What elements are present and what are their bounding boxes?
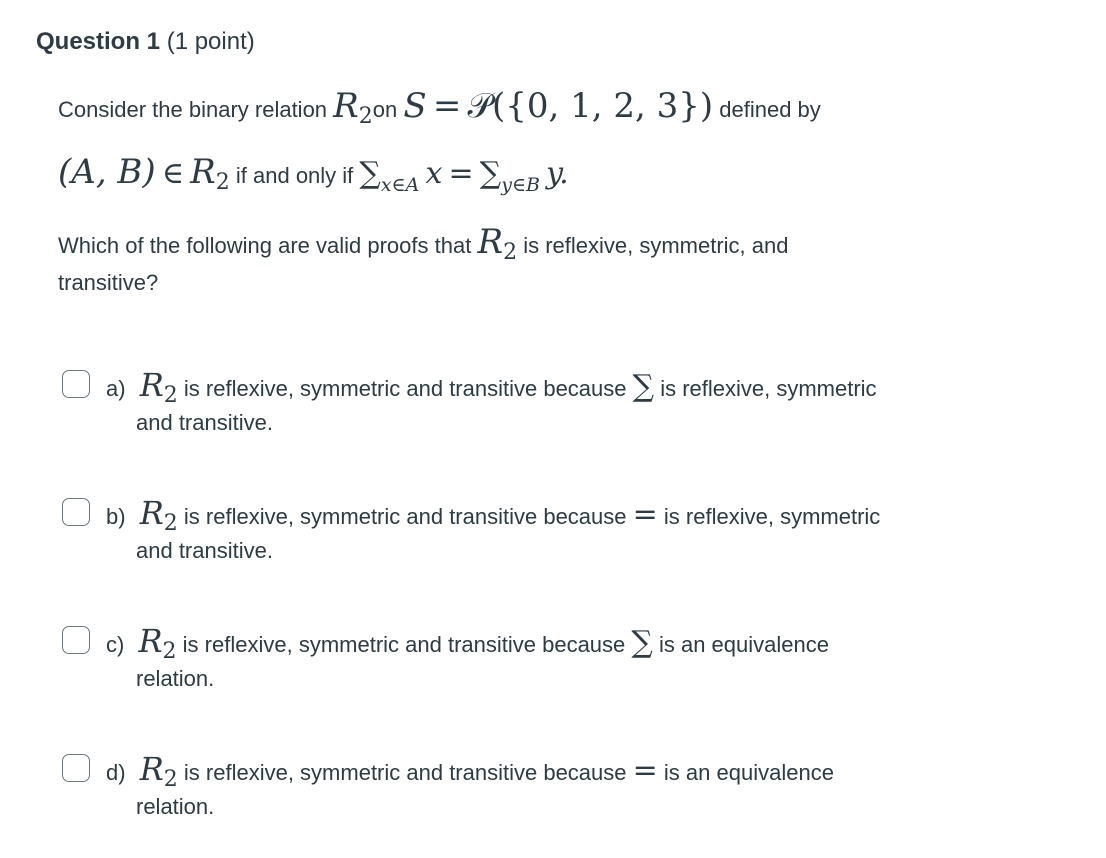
option-line-1 (106, 366, 877, 408)
sigma-icon: ∑ (479, 156, 502, 191)
math-element-of: ∈ (161, 156, 185, 191)
question-stem-line-1 (58, 86, 821, 129)
option-line-2: relation. (136, 794, 215, 819)
math-sum-subscript: y∈B (501, 174, 540, 196)
math-r: R (190, 152, 216, 192)
question-stem-line-4 (58, 270, 158, 296)
option-line-2: relation. (136, 666, 215, 691)
math-s: S (403, 86, 427, 126)
option-text: is reflexive, symmetric (660, 376, 877, 401)
option-text: is reflexive, symmetric (663, 504, 881, 529)
answer-checkbox-a[interactable] (62, 370, 90, 398)
math-equals: = (432, 86, 462, 126)
math-r: R (139, 494, 164, 532)
stem-text: Consider the binary relation (58, 97, 328, 122)
option-letter: a) (106, 376, 126, 401)
math-subscript: 2 (358, 104, 373, 129)
math-r: R (477, 222, 504, 262)
math-equals: = (448, 156, 474, 191)
option-line-2: and transitive. (136, 538, 273, 563)
math-subscript: 2 (215, 170, 230, 195)
option-letter: d) (106, 760, 126, 785)
question-stem-line-2 (58, 152, 569, 196)
stem-text: defined by (719, 97, 821, 122)
math-r: R (333, 86, 359, 126)
option-line-1 (106, 750, 834, 792)
option-text: is reflexive, symmetric and transitive because (183, 760, 627, 785)
math-r: R (139, 366, 164, 404)
sigma-icon: ∑ (632, 369, 655, 404)
math-pair: (A, B) (58, 152, 156, 192)
math-r: R (138, 622, 163, 660)
answer-checkbox-b[interactable] (62, 498, 90, 526)
stem-text: is reflexive, symmetric, and (523, 233, 789, 258)
option-letter: c) (106, 632, 125, 657)
math-sum-subscript: x∈A (380, 174, 420, 196)
math-subscript: 2 (163, 383, 178, 408)
option-line-1 (106, 494, 881, 536)
stem-text: if and only if (235, 163, 354, 188)
answer-checkbox-c[interactable] (62, 626, 90, 654)
equals-icon: = (632, 753, 658, 788)
stem-text: on (372, 97, 398, 122)
sigma-icon: ∑ (631, 625, 653, 660)
option-letter: b) (106, 504, 126, 529)
option-line-2: and transitive. (136, 410, 273, 435)
math-powerset: 𝒫({0, 1, 2, 3}) (467, 86, 714, 126)
answer-checkbox-d[interactable] (62, 754, 90, 782)
math-y: y. (546, 156, 569, 191)
equals-icon: = (632, 497, 658, 532)
sigma-icon: ∑ (359, 156, 381, 191)
math-r: R (139, 750, 164, 788)
math-subscript: 2 (163, 767, 178, 792)
option-text: is an equivalence (663, 760, 834, 785)
question-header (36, 28, 255, 56)
option-text: is reflexive, symmetric and transitive because (183, 376, 627, 401)
question-points: (1 point) (166, 28, 255, 55)
question-title: Question 1 (36, 28, 161, 55)
option-text: is reflexive, symmetric and transitive because (182, 632, 626, 657)
option-text: is an equivalence (658, 632, 829, 657)
math-subscript: 2 (162, 639, 177, 664)
stem-text: transitive? (58, 270, 159, 295)
math-subscript: 2 (503, 240, 518, 265)
option-line-1 (106, 622, 829, 664)
option-text: is reflexive, symmetric and transitive because (183, 504, 627, 529)
math-subscript: 2 (163, 511, 178, 536)
math-x: x (425, 156, 443, 191)
stem-text: Which of the following are valid proofs that (58, 233, 472, 258)
question-stem-line-3 (58, 222, 789, 265)
